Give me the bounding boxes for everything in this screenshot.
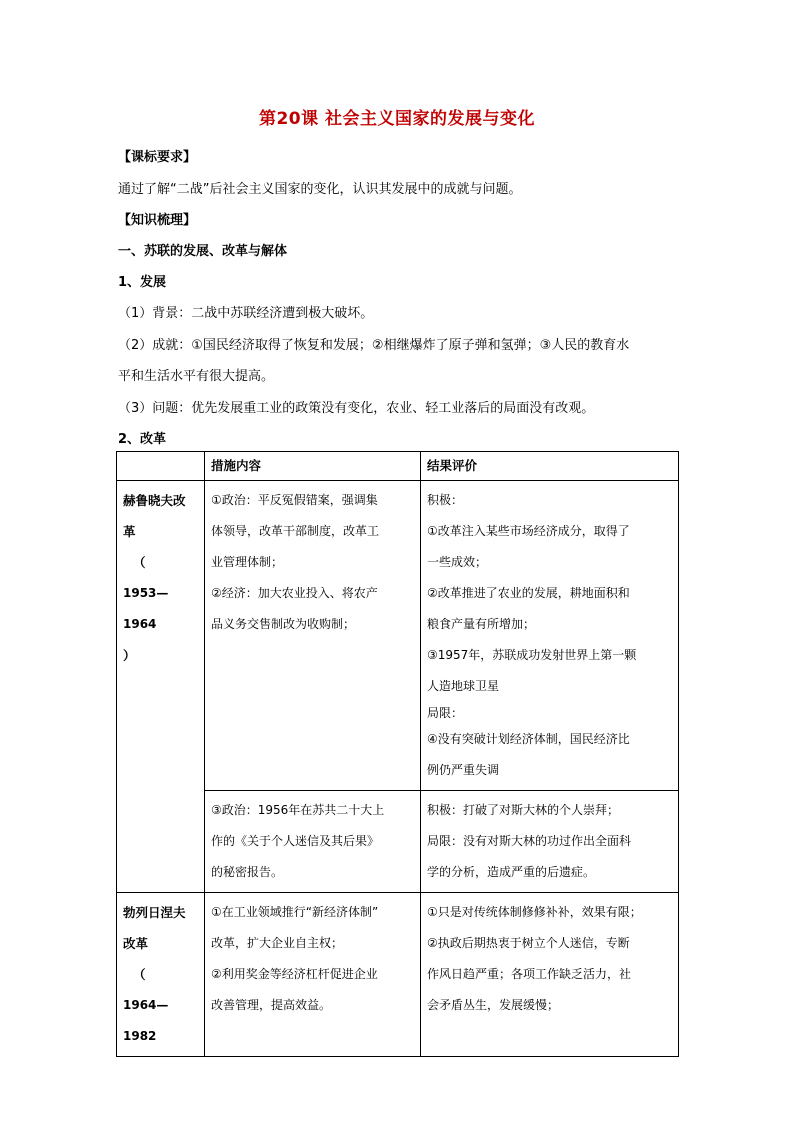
background-text: （1）背景：二战中苏联经济遭到极大破坏。 (118, 306, 374, 321)
header-cell-results: 结果评价 (421, 452, 679, 481)
brezhnev-name-1: 勃列日涅夫 (123, 905, 186, 920)
list-item: 的秘密报告。 (211, 865, 284, 879)
table-row-brezhnev (117, 893, 679, 1057)
khrushchev-years: 1953—1964 (123, 586, 169, 631)
list-item: ①政治：平反冤假错案，强调集 (211, 493, 378, 507)
brezhnev-years: 1964—1982 (123, 998, 169, 1043)
list-item: 体领导，改革干部制度，改革工 (211, 524, 380, 538)
brezhnev-results-cell (421, 893, 679, 1057)
development-heading: 1、发展 (118, 275, 167, 290)
brezhnev-paren-open: （ (133, 967, 146, 982)
list-item: 作风日趋严重；各项工作缺乏活力，社 (427, 967, 632, 981)
khrushchev-results-cell-2 (421, 791, 679, 893)
list-item: ①只是对传统体制修修补补，效果有限； (427, 905, 642, 919)
list-item: 积极： (427, 493, 464, 507)
reform-table (116, 451, 679, 1057)
khrushchev-name-cell (117, 481, 205, 893)
brezhnev-name-2: 改革 (123, 936, 149, 951)
list-item: 品义务交售制改为收购制； (211, 617, 356, 631)
brezhnev-measures-cell (205, 893, 421, 1057)
page-title: 第20课 社会主义国家的发展与变化 (258, 109, 536, 129)
knowledge-heading: 【知识梳理】 (118, 213, 197, 228)
list-item: 例仍严重失调 (427, 763, 500, 777)
curriculum-text: 通过了解“二战”后社会主义国家的变化，认识其发展中的成就与问题。 (118, 182, 522, 197)
list-item: ①在工业领域推行“新经济体制” (211, 905, 379, 919)
khrushchev-measures-cell (205, 481, 421, 791)
list-item: 粮食产量有所增加； (427, 617, 536, 631)
khrushchev-measures-cell-2 (205, 791, 421, 893)
list-item: 人造地球卫星 (427, 679, 500, 693)
table-row-khrushchev (117, 481, 679, 791)
list-item: 改革，扩大企业自主权； (211, 936, 344, 950)
khrushchev-paren-open: （ (133, 555, 146, 570)
list-item: ④没有突破计划经济体制，国民经济比 (427, 732, 630, 746)
list-item: ③1957年，苏联成功发射世界上第一颗 (427, 648, 637, 662)
list-item: ③政治：1956年在苏共二十大上 (211, 803, 385, 817)
table-header-row (117, 452, 679, 481)
achievement-text-2: 平和生活水平有很大提高。 (118, 369, 275, 384)
curriculum-heading: 【课标要求】 (118, 150, 197, 165)
list-item: ②经济：加大农业投入、将农产 (211, 586, 378, 600)
list-item: ①改革注入某些市场经济成分，取得了 (427, 524, 630, 538)
list-item: 一些成效； (427, 555, 488, 569)
list-item: 局限： (427, 706, 464, 720)
reform-heading: 2、改革 (118, 432, 167, 447)
header-cell-empty (117, 452, 205, 481)
problem-text: （3）问题：优先发展重工业的政策没有变化，农业、轻工业落后的局面没有改观。 (118, 401, 595, 416)
achievement-text-1: （2）成就：①国民经济取得了恢复和发展；②相继爆炸了原子弹和氢弹；③人民的教育水 (118, 338, 630, 353)
khrushchev-name-2: 革 (123, 524, 136, 539)
list-item: 积极：打破了对斯大林的个人崇拜； (427, 803, 620, 817)
list-item: 作的《关于个人迷信及其后果》 (211, 834, 380, 848)
list-item: 会矛盾丛生，发展缓慢； (427, 998, 560, 1012)
list-item: ②执政后期热衷于树立个人迷信，专断 (427, 936, 630, 950)
khrushchev-results-cell (421, 481, 679, 791)
list-item: 改善管理，提高效益。 (211, 998, 332, 1012)
list-item: 业管理体制； (211, 555, 284, 569)
brezhnev-name-cell (117, 893, 205, 1057)
list-item: ②利用奖金等经济杠杆促进企业 (211, 967, 378, 981)
khrushchev-name-1: 赫鲁晓夫改 (123, 493, 186, 508)
list-item: 局限：没有对斯大林的功过作出全面科 (427, 834, 632, 848)
khrushchev-paren-close: ） (123, 648, 136, 663)
list-item: ②改革推进了农业的发展，耕地面积和 (427, 586, 630, 600)
part1-heading: 一、苏联的发展、改革与解体 (118, 244, 288, 259)
header-cell-measures: 措施内容 (205, 452, 421, 481)
list-item: 学的分析，造成严重的后遗症。 (427, 865, 596, 879)
